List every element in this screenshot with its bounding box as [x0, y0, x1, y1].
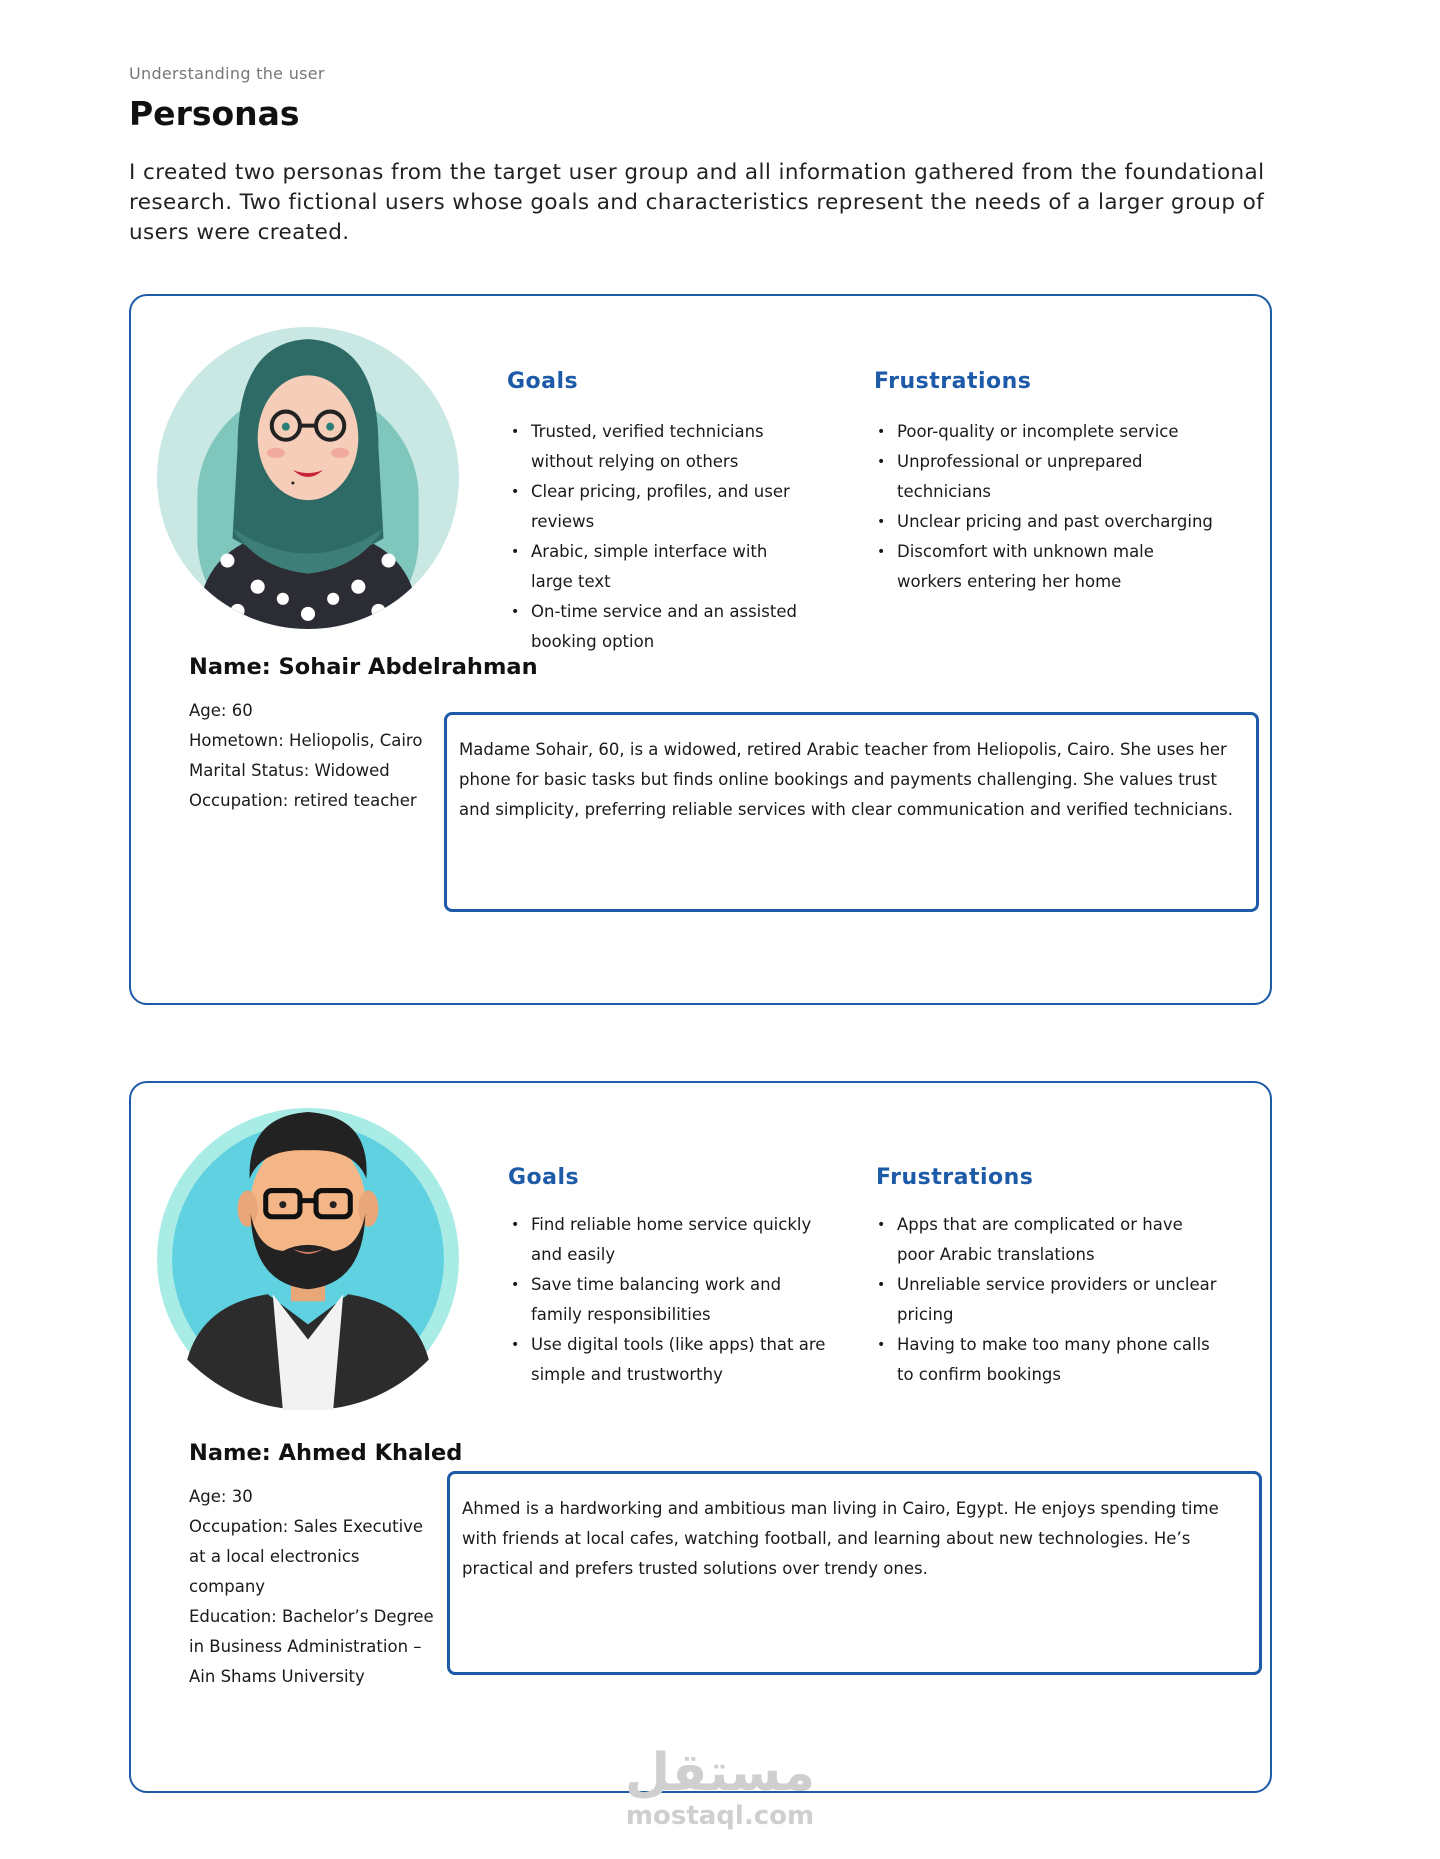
watermark-latin: mostaql.com: [625, 1801, 815, 1831]
persona-card-ahmed: [129, 1081, 1272, 1793]
attribute: Occupation: retired teacher: [189, 791, 417, 810]
list-item: • Unclear pricing and past overcharging: [873, 507, 1213, 537]
list-item: • Use digital tools (like apps) that are simple and trustworthy: [507, 1330, 827, 1390]
list-item: • Trusted, verified technicians without relying on others: [507, 417, 807, 477]
woman-hijab-avatar: [157, 327, 459, 629]
list-item: • Unreliable service providers or unclear pricing: [873, 1270, 1218, 1330]
list-item: • Discomfort with unknown male workers entering her home: [873, 537, 1213, 597]
eyebrow-label: Understanding the user: [129, 64, 325, 83]
list-item: • Having to make too many phone calls to confirm bookings: [873, 1330, 1218, 1390]
attribute: Age: 60: [189, 701, 253, 720]
page-title: Personas: [129, 94, 300, 133]
watermark-arabic: مستقل: [624, 1743, 816, 1803]
persona-bio: Madame Sohair, 60, is a widowed, retired Arabic teacher from Heliopolis, Cairo. She uses her phone for basic tasks but finds online bookings and payments challenging. She values trust and simplicity, preferring reliable services with clear communication and verified technicians.: [444, 712, 1259, 912]
list-item: • Poor-quality or incomplete service: [873, 417, 1213, 447]
watermark: [0, 1745, 1440, 1831]
frustrations-heading: Frustrations: [876, 1165, 1034, 1190]
list-item: • Clear pricing, profiles, and user reviews: [507, 477, 807, 537]
list-item: • Save time balancing work and family responsibilities: [507, 1270, 827, 1330]
goals-list: [507, 1210, 827, 1390]
goals-heading: Goals: [507, 369, 579, 394]
persona-name: Name: Sohair Abdelrahman: [189, 654, 538, 680]
frustrations-heading: Frustrations: [874, 369, 1032, 394]
persona-card-sohair: [129, 294, 1272, 1005]
attribute: Hometown: Heliopolis, Cairo: [189, 731, 423, 750]
list-item: • Unprofessional or unprepared technicians: [873, 447, 1213, 507]
list-item: • Find reliable home service quickly and easily: [507, 1210, 827, 1270]
bearded-man-avatar: [157, 1108, 459, 1410]
bearded-man-icon: [157, 1108, 459, 1410]
persona-attributes: [189, 1482, 439, 1692]
list-item: • On-time service and an assisted booking option: [507, 597, 807, 657]
attribute: Occupation: Sales Executive at a local electronics company: [189, 1517, 424, 1596]
list-item: • Apps that are complicated or have poor Arabic translations: [873, 1210, 1218, 1270]
persona-attributes: [189, 696, 434, 816]
attribute: Age: 30: [189, 1487, 253, 1506]
woman-hijab-icon: [157, 327, 459, 629]
goals-heading: Goals: [508, 1165, 580, 1190]
frustrations-list: [873, 417, 1213, 597]
goals-list: [507, 417, 807, 657]
intro-paragraph: I created two personas from the target user group and all information gathered from the foundational research. Two fictional users whose goals and characteristics represent the needs of a larger group of users were created.: [129, 160, 1265, 245]
frustrations-list: [873, 1210, 1218, 1390]
persona-bio: Ahmed is a hardworking and ambitious man living in Cairo, Egypt. He enjoys spending time with friends at local cafes, watching football, and learning about new technologies. He’s practical and prefers trusted solutions over trendy ones.: [447, 1471, 1262, 1675]
attribute: Marital Status: Widowed: [189, 761, 390, 780]
attribute: Education: Bachelor’s Degree in Business Administration – Ain Shams University: [189, 1607, 434, 1686]
persona-name: Name: Ahmed Khaled: [189, 1440, 463, 1466]
list-item: • Arabic, simple interface with large text: [507, 537, 807, 597]
